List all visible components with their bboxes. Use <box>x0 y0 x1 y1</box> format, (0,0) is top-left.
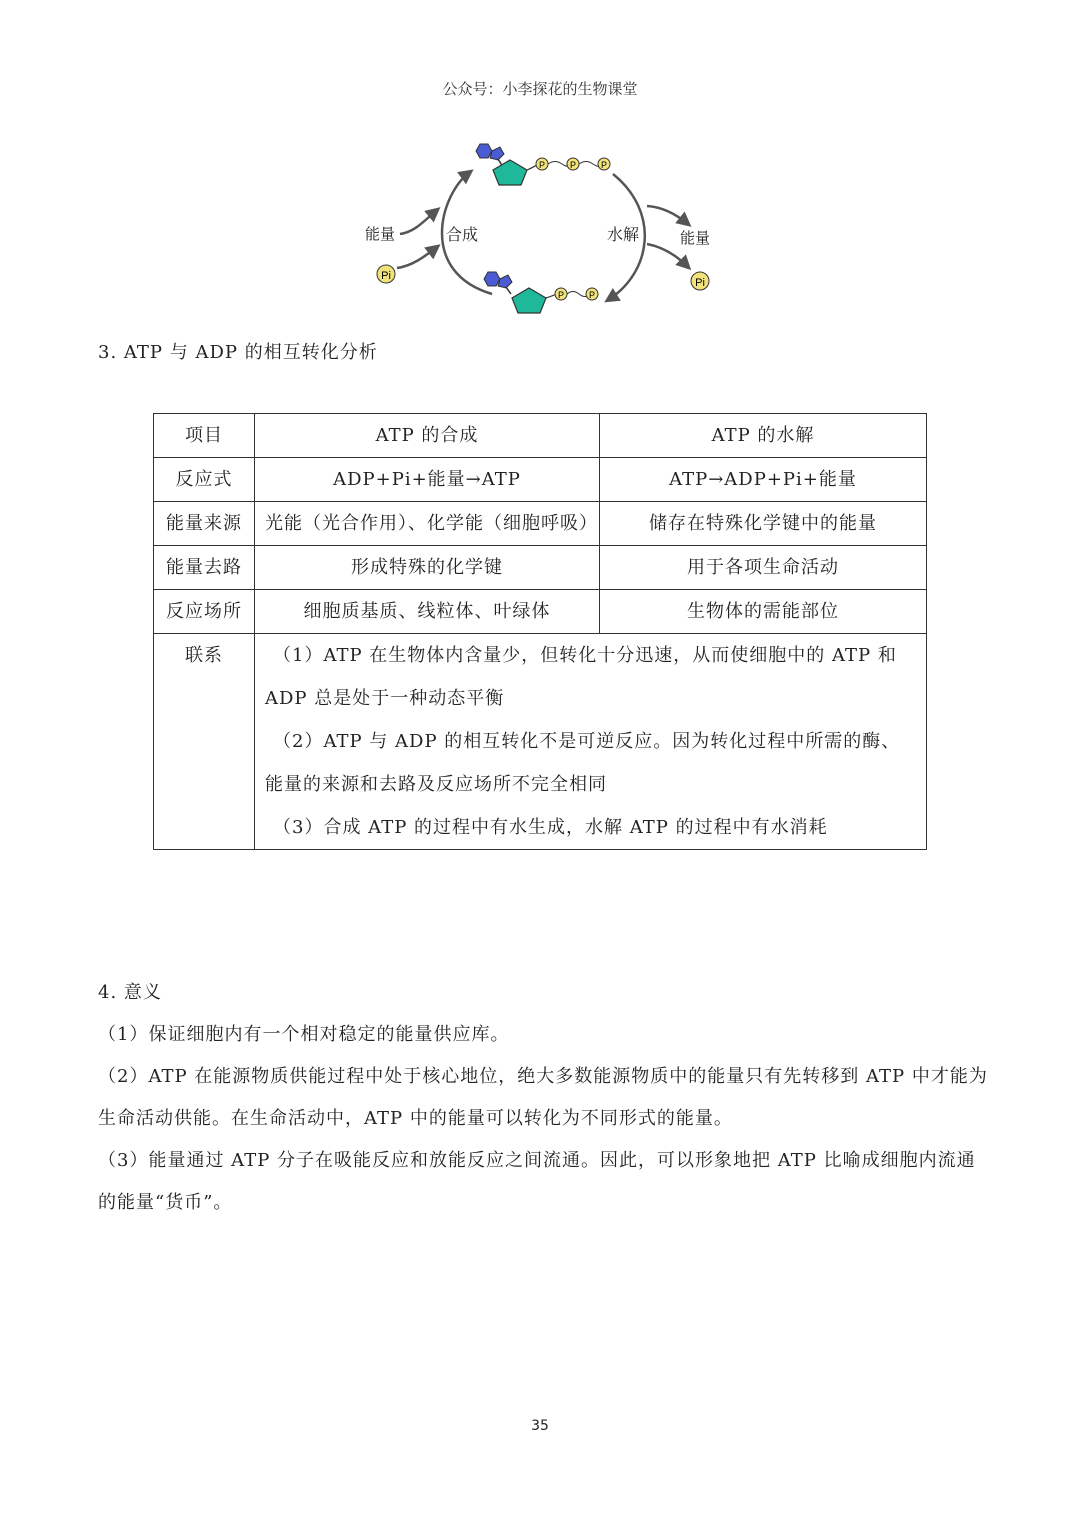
svg-text:P: P <box>557 290 565 300</box>
header-cell-item: 项目 <box>154 414 255 458</box>
hydrolysis-label: 水解 <box>607 225 640 244</box>
adenine-pentagon <box>490 147 504 160</box>
synthesis-cell: 光能（光合作用）、化学能（细胞呼吸） <box>255 502 600 546</box>
pi-out-label: Pi <box>695 277 705 289</box>
row-label: 联系 <box>154 634 255 850</box>
synthesis-cell: ADP+Pi+能量→ATP <box>255 458 600 502</box>
link-point: （1）ATP 在生物体内含量少，但转化十分迅速，从而使细胞中的 ATP 和 ADP 总是处于一种动态平衡 <box>265 645 897 709</box>
hydrolysis-cell: ATP→ADP+Pi+能量 <box>600 458 927 502</box>
row-label: 反应场所 <box>154 590 255 634</box>
adenine-pentagon <box>498 275 512 288</box>
ribose-pentagon <box>512 288 546 313</box>
hydrolysis-cell: 生物体的需能部位 <box>600 590 927 634</box>
svg-text:P: P <box>588 290 596 300</box>
svg-text:P: P <box>600 160 608 170</box>
section-3-title: 3. ATP 与 ADP 的相互转化分析 <box>98 342 378 363</box>
atp-adp-cycle-diagram <box>340 132 740 327</box>
link-cell <box>255 634 927 850</box>
synthesis-label: 合成 <box>446 225 479 244</box>
energy-out-label: 能量 <box>680 229 711 247</box>
energy-in-label: 能量 <box>365 225 396 243</box>
table-row <box>154 502 927 546</box>
hydrolysis-cell: 储存在特殊化学键中的能量 <box>600 502 927 546</box>
row-label: 反应式 <box>154 458 255 502</box>
significance-point: （3）能量通过 ATP 分子在吸能反应和放能反应之间流通。因此，可以形象地把 ATP 比喻成细胞内流通的能量“货币”。 <box>98 1150 976 1213</box>
page-number: 35 <box>531 1418 549 1434</box>
significance-point: （1）保证细胞内有一个相对稳定的能量供应库。 <box>98 1024 510 1045</box>
table-row-link <box>154 634 927 850</box>
link-point: （2）ATP 与 ADP 的相互转化不是可逆反应。因为转化过程中所需的酶、能量的来源和去路及反应场所不完全相同 <box>265 731 901 795</box>
atp-molecule <box>476 144 610 185</box>
header-cell-hydrolysis: ATP 的水解 <box>600 414 927 458</box>
header-cell-synthesis: ATP 的合成 <box>255 414 600 458</box>
row-label: 能量来源 <box>154 502 255 546</box>
cycle-arrows <box>397 172 688 300</box>
significance-point: （2）ATP 在能源物质供能过程中处于核心地位，绝大多数能源物质中的能量只有先转移到 ATP 中才能为生命活动供能。在生命活动中，ATP 中的能量可以转化为不同形式的能量。 <box>98 1066 988 1129</box>
hydrolysis-cell: 用于各项生命活动 <box>600 546 927 590</box>
synthesis-cell: 细胞质基质、线粒体、叶绿体 <box>255 590 600 634</box>
svg-text:P: P <box>538 160 546 170</box>
svg-text:P: P <box>569 160 577 170</box>
section-4-title: 4. 意义 <box>98 982 162 1003</box>
table-header-row <box>154 414 927 458</box>
row-label: 能量去路 <box>154 546 255 590</box>
atp-comparison-table <box>153 413 927 850</box>
pi-in-arrow <box>397 247 437 268</box>
energy-out-arrow <box>647 206 688 224</box>
table-row <box>154 590 927 634</box>
table-row <box>154 546 927 590</box>
link-point: （3）合成 ATP 的过程中有水生成，水解 ATP 的过程中有水消耗 <box>273 817 828 838</box>
pi-in-label: Pi <box>381 270 391 282</box>
page-header: 公众号：小李探花的生物课堂 <box>442 80 638 98</box>
ribose-pentagon <box>493 160 527 185</box>
table-row <box>154 458 927 502</box>
energy-in-arrow <box>400 210 437 234</box>
adp-molecule <box>484 272 598 313</box>
adenine-hexagon <box>476 144 492 158</box>
adenine-hexagon <box>484 272 500 286</box>
pi-out-arrow <box>647 244 688 267</box>
synthesis-cell: 形成特殊的化学键 <box>255 546 600 590</box>
section-4 <box>98 972 988 1224</box>
